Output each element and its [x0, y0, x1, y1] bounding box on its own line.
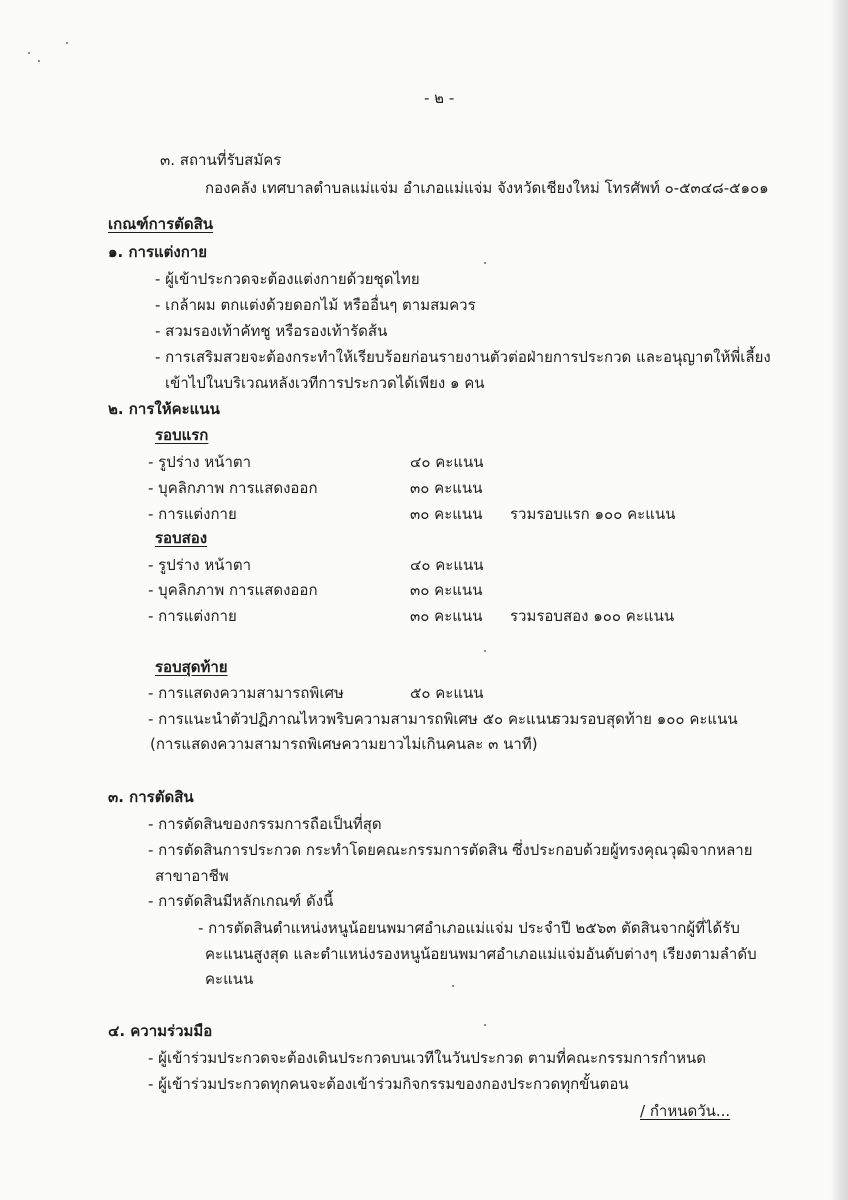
round2-score: ๓๐ คะแนน: [410, 607, 483, 625]
judging-item: - การตัดสินมีหลักเกณฑ์ ดังนี้: [148, 892, 334, 910]
scan-speck: [66, 42, 68, 44]
judging-item-continued: สาขาอาชีพ: [155, 867, 229, 885]
dress-item: - การเสริมสวยจะต้องกระทำให้เรียบร้อยก่อนรายงานตัวต่อฝ่ายการประกวด และอนุญาตให้พี่เลี้ยง: [155, 348, 771, 366]
cooperation-item: - ผู้เข้าร่วมประกวดทุกคนจะต้องเข้าร่วมกิจกรรมของกองประกวดทุกขั้นตอน: [148, 1075, 629, 1093]
judging-item: - การตัดสินของกรรมการถือเป็นที่สุด: [148, 815, 382, 833]
scan-speck: [452, 985, 454, 987]
dress-item-continued: เข้าไปในบริเวณหลังเวทีการประกวดได้เพียง ๑ คน: [165, 374, 485, 392]
judging-heading: ๓. การตัดสิน: [108, 788, 194, 806]
dress-item: - สวมรองเท้าคัทชู หรือรองเท้ารัดส้น: [155, 322, 388, 340]
round1-label: - รูปร่าง หน้าตา: [148, 453, 252, 471]
judging-item: - การตัดสินการประกวด กระทำโดยคณะกรรมการตัดสิน ซึ่งประกอบด้วยผู้ทรงคุณวุฒิจากหลาย: [148, 841, 753, 859]
cooperation-item: - ผู้เข้าร่วมประกวดจะต้องเดินประกวดบนเวทีในวันประกวด ตามที่คณะกรรมการกำหนด: [148, 1049, 707, 1067]
cooperation-heading: ๔. ความร่วมมือ: [108, 1022, 213, 1040]
scan-speck: [484, 650, 486, 652]
final-note: (การแสดงความสามารถพิเศษความยาวไม่เกินคนละ ๓ นาที): [150, 735, 538, 753]
round2-score: ๓๐ คะแนน: [410, 581, 483, 599]
final-row2-label: - การแนะนำตัวปฏิภาณไหวพริบความสามารถพิเศษ ๕๐ คะแนน: [148, 710, 557, 728]
judging-sub-item-continued: คะแนน: [205, 970, 254, 988]
round1-score: ๓๐ คะแนน: [410, 505, 483, 523]
round2-label: - บุคลิกภาพ การแสดงออก: [148, 581, 318, 599]
scan-speck: [484, 262, 486, 264]
round1-score: ๔๐ คะแนน: [410, 453, 484, 471]
round1-score: ๓๐ คะแนน: [410, 479, 483, 497]
round1-label: - บุคลิกภาพ การแสดงออก: [148, 479, 318, 497]
round1-title: รอบแรก: [155, 426, 209, 444]
criteria-title: เกณฑ์การตัดสิน: [108, 215, 214, 233]
round2-total: รวมรอบสอง ๑๐๐ คะแนน: [510, 607, 675, 625]
final-row2-total: รวมรอบสุดท้าย ๑๐๐ คะแนน: [553, 710, 738, 728]
final-row1-score: ๕๐ คะแนน: [410, 684, 484, 702]
scan-page-edge: [830, 0, 848, 1200]
scoring-heading: ๒. การให้คะแนน: [108, 400, 220, 418]
dress-heading: ๑. การแต่งกาย: [108, 243, 208, 261]
round2-score: ๔๐ คะแนน: [410, 556, 484, 574]
round1-total: รวมรอบแรก ๑๐๐ คะแนน: [510, 505, 676, 523]
final-round-title: รอบสุดท้าย: [155, 658, 228, 676]
dress-item: - ผู้เข้าประกวดจะต้องแต่งกายด้วยชุดไทย: [155, 270, 420, 288]
scan-speck: [38, 60, 40, 62]
round2-label: - การแต่งกาย: [148, 607, 237, 625]
round2-label: - รูปร่าง หน้าตา: [148, 556, 252, 574]
judging-sub-item: - การตัดสินตำแหน่งหนูน้อยนพมาศอำเภอแม่แจ่ม ประจำปี ๒๕๖๓ ตัดสินจากผู้ที่ได้รับ: [198, 919, 740, 937]
round2-title: รอบสอง: [155, 529, 208, 547]
judging-sub-item-continued: คะแนนสูงสุด และตำแหน่งรองหนูน้อยนพมาศอำเภอแม่แจ่มอันดับต่างๆ เรียงตามลำดับ: [205, 945, 757, 963]
application-location-heading: ๓. สถานที่รับสมัคร: [160, 151, 282, 169]
application-location-detail: กองคลัง เทศบาลตำบลแม่แจ่ม อำเภอแม่แจ่ม จังหวัดเชียงใหม่ โทรศัพท์ ๐-๕๓๔๘-๕๑๐๑: [205, 179, 769, 197]
continuation-marker: / กำหนดวัน...: [640, 1102, 731, 1120]
scan-speck: [484, 1024, 486, 1026]
final-row1-label: - การแสดงความสามารถพิเศษ: [148, 684, 344, 702]
round1-label: - การแต่งกาย: [148, 505, 237, 523]
dress-item: - เกล้าผม ตกแต่งด้วยดอกไม้ หรืออื่นๆ ตามสมควร: [155, 296, 476, 314]
page-number: - ๒ -: [424, 89, 455, 107]
scan-speck: [28, 52, 30, 54]
